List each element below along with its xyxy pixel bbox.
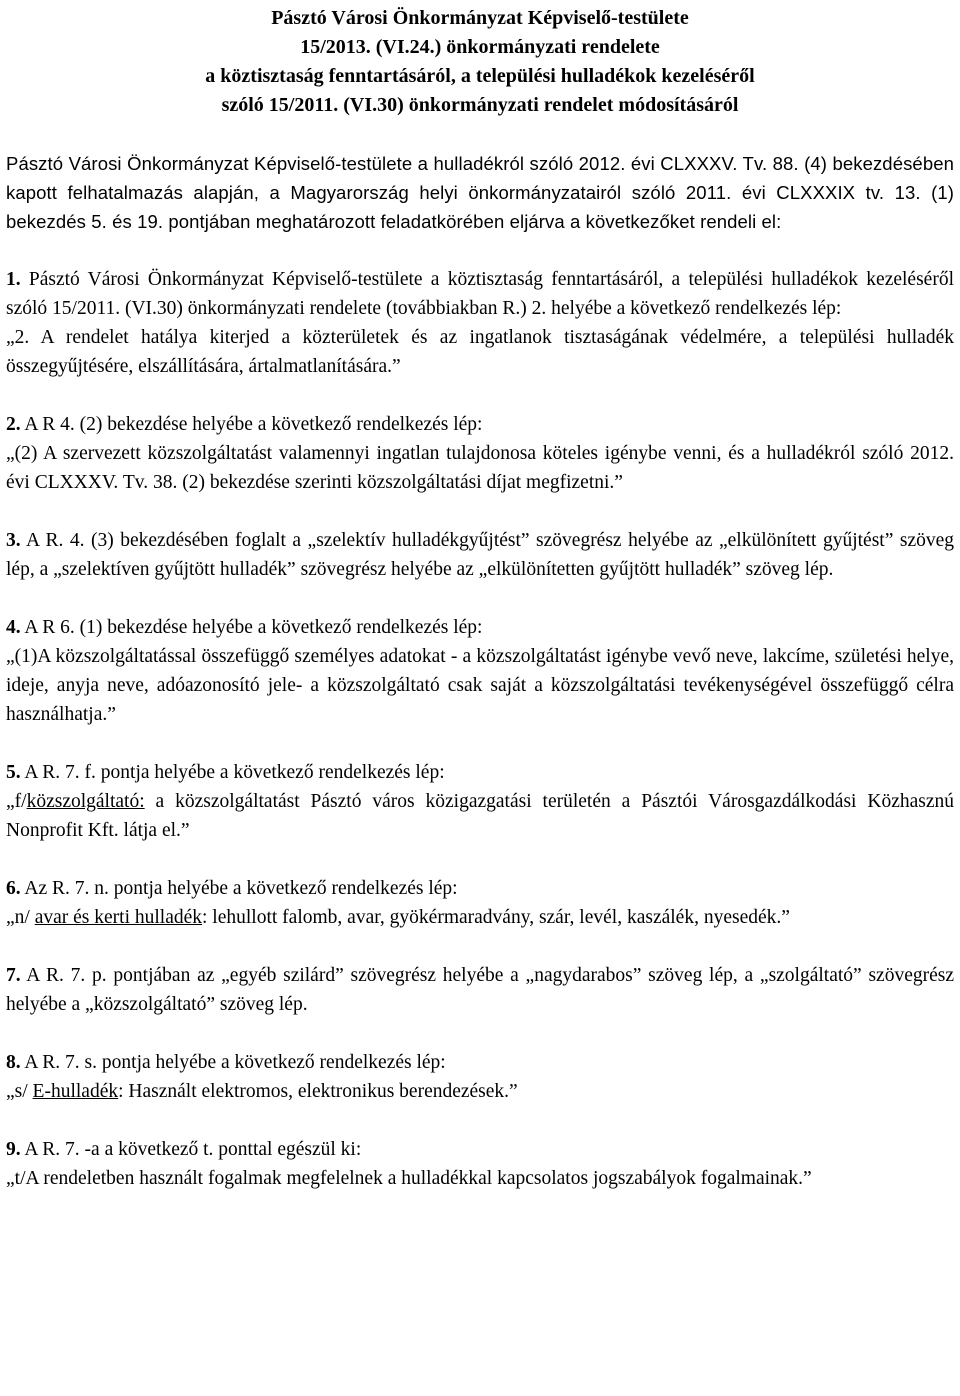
- section-8-quote-rest: : Használt elektromos, elektronikus berendezések.”: [118, 1081, 518, 1102]
- section-7: [6, 961, 954, 1019]
- section-5-quote-rest: a közszolgáltatást Pásztó város közigazgatási területén a Pásztói Városgazdálkodási Közhasznú Nonprofit Kft. látja el.”: [6, 791, 954, 841]
- section-7-number: 7.: [6, 965, 21, 986]
- section-9: [6, 1135, 954, 1193]
- section-8-quote-prefix: „s/: [6, 1081, 33, 1102]
- section-9-number: 9.: [6, 1139, 21, 1160]
- section-2-number: 2.: [6, 414, 21, 435]
- section-4-text: A R 6. (1) bekezdése helyébe a következő rendelkezés lép:: [20, 617, 483, 638]
- section-6-defined-term: avar és kerti hulladék: [34, 907, 203, 928]
- section-1-text: Pásztó Városi Önkormányzat Képviselő-testülete a köztisztaság fenntartásáról, a települési hulladékok kezeléséről szóló 15/2011. (VI.30) önkormányzati rendelete (továbbiakban R.) 2. helyébe a következő rendelkezés lép:: [6, 269, 954, 319]
- section-6-quote-prefix: „n/: [6, 907, 35, 928]
- title-line-4: szóló 15/2011. (VI.30) önkormányzati rendelet módosításáról: [221, 94, 739, 116]
- section-6: [6, 874, 954, 932]
- section-8: [6, 1048, 954, 1106]
- section-4-number: 4.: [6, 617, 21, 638]
- section-8-number: 8.: [6, 1052, 21, 1073]
- section-2: [6, 410, 954, 497]
- section-8-defined-term: E-hulladék: [32, 1081, 119, 1102]
- section-2-text: A R 4. (2) bekezdése helyébe a következő rendelkezés lép:: [20, 414, 483, 435]
- section-1: [6, 265, 954, 381]
- section-1-quote: „2. A rendelet hatálya kiterjed a közterületek és az ingatlanok tisztaságának védelmére, a települési hulladék összegyűjtésére, elszállítására, ártalmatlanítására.”: [6, 327, 954, 377]
- section-3-number: 3.: [6, 530, 21, 551]
- section-5-defined-term: közszolgáltató:: [26, 791, 145, 812]
- section-3: [6, 526, 954, 584]
- section-5-number: 5.: [6, 762, 21, 783]
- section-2-quote: „(2) A szervezett közszolgáltatást valamennyi ingatlan tulajdonosa köteles igénybe venni, és a hulladékról szóló 2012. évi CLXXXV. Tv. 38. (2) bekezdése szerinti közszolgáltatási díjat megfizetni.”: [6, 443, 954, 493]
- section-9-text: A R. 7. -a a következő t. ponttal egészül ki:: [20, 1139, 362, 1160]
- section-3-text: A R. 4. (3) bekezdésében foglalt a „szelektív hulladékgyűjtést” szövegrész helyébe az „elkülönített gyűjtést” szöveg lép, a „szelektíven gyűjtött hulladék” szövegrész helyébe az „elkülönítetten gyűjtött hulladék” szöveg lép.: [6, 530, 954, 580]
- title-line-1: Pásztó Városi Önkormányzat Képviselő-testülete: [271, 7, 689, 29]
- section-5-text: A R. 7. f. pontja helyébe a következő rendelkezés lép:: [20, 762, 445, 783]
- document-title: [6, 4, 954, 120]
- section-6-number: 6.: [6, 878, 21, 899]
- title-line-2: 15/2013. (VI.24.) önkormányzati rendelete: [300, 36, 660, 58]
- preamble: Pásztó Városi Önkormányzat Képviselő-testülete a hulladékról szóló 2012. évi CLXXXV. Tv. 88. (4) bekezdésében kapott felhatalmazás alapján, a Magyarország helyi önkormányzatairól szóló 2011. évi CLXXXIX tv. 13. (1) bekezdés 5. és 19. pontjában meghatározott feladatkörében eljárva a következőket rendeli el:: [6, 153, 954, 232]
- section-4-quote: „(1)A közszolgáltatással összefüggő személyes adatokat - a közszolgáltatást igénybe vevő neve, lakcíme, születési helye, ideje, anyja neve, adóazonosító jele- a közszolgáltató csak saját a közszolgáltatási tevékenységével összefüggő célra használhatja.”: [6, 646, 954, 725]
- section-5: [6, 758, 954, 845]
- section-5-quote-prefix: „f/: [6, 791, 27, 812]
- section-6-quote-rest: : lehullott falomb, avar, gyökérmaradvány, szár, levél, kaszálék, nyesedék.”: [202, 907, 790, 928]
- section-7-text: A R. 7. p. pontjában az „egyéb szilárd” szövegrész helyébe a „nagydarabos” szöveg lép, a „szolgáltató” szövegrész helyébe a „közszolgáltató” szöveg lép.: [6, 965, 954, 1015]
- title-line-3: a köztisztaság fenntartásáról, a települési hulladékok kezeléséről: [205, 65, 755, 87]
- section-1-number: 1.: [6, 269, 21, 290]
- section-9-quote: „t/A rendeletben használt fogalmak megfelelnek a hulladékkal kapcsolatos jogszabályok fogalmainak.”: [6, 1168, 812, 1189]
- section-4: [6, 613, 954, 729]
- section-8-text: A R. 7. s. pontja helyébe a következő rendelkezés lép:: [20, 1052, 446, 1073]
- section-6-text: Az R. 7. n. pontja helyébe a következő rendelkezés lép:: [20, 878, 458, 899]
